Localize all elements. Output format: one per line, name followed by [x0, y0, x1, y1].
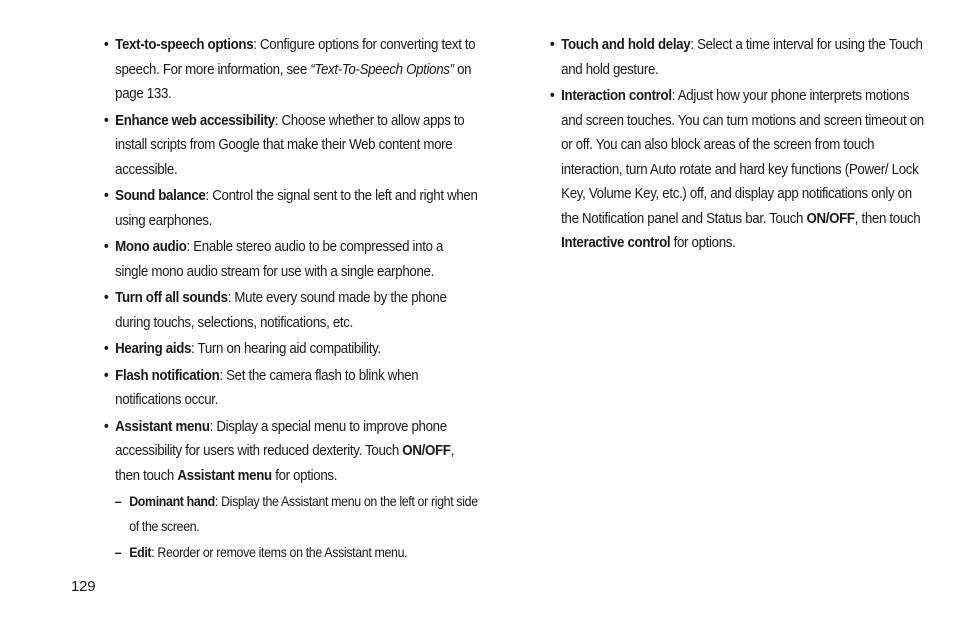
description: for options.	[271, 467, 338, 484]
description: : Display the Assistant menu on the left or right side of the screen.	[129, 494, 478, 534]
list-item-turn-off-all-sounds	[104, 286, 478, 335]
on-off-label: ON/OFF	[806, 210, 855, 227]
left-column	[104, 33, 478, 568]
list-item-hearing-aids	[104, 337, 478, 362]
list-item-sound-balance	[104, 184, 478, 233]
sub-item-edit	[104, 541, 489, 566]
term: Flash notification	[115, 367, 220, 384]
list-item-flash-notification	[104, 364, 478, 413]
dash: –	[114, 494, 122, 509]
description: : Configure options for converting text to speech. For more information, see	[115, 37, 476, 78]
term: Enhance web accessibility	[115, 112, 275, 129]
term: Assistant menu	[115, 418, 210, 435]
description: , then touch	[854, 210, 921, 227]
bullet: •	[104, 37, 109, 53]
bullet: •	[104, 341, 109, 357]
on-off-label: ON/OFF	[402, 443, 451, 459]
description: : Control the signal sent to the left and right when using earphones.	[115, 188, 478, 229]
term: Mono audio	[115, 239, 187, 255]
list-item-assistant-menu	[104, 415, 478, 489]
bullet: •	[104, 418, 109, 435]
sub-item-dominant-hand	[104, 490, 489, 539]
term: Touch and hold delay	[561, 37, 691, 53]
bullet: •	[104, 367, 109, 384]
description: on page 133.	[115, 61, 472, 102]
bullet: •	[550, 37, 555, 53]
bullet: •	[104, 188, 109, 204]
description: : Adjust how your phone interprets motions and screen touches. You can turn motions and screen timeout on or off. You can also block areas of the screen from touch interaction, turn Auto rotate and hard key functions (Power/ Lock Key, Volume Key, etc.) off, and display app notifications only on the Notification panel and Status bar. Touch	[561, 88, 924, 227]
right-column	[550, 33, 924, 258]
description: : Display a special menu to improve phone accessibility for users with reduced dexterity. Touch	[115, 418, 447, 459]
interactive-control-label: Interactive control	[561, 235, 671, 251]
bullet: •	[104, 239, 109, 255]
term: Interaction control	[561, 88, 672, 104]
page-number: 129	[71, 578, 96, 595]
description: , then touch	[115, 443, 454, 484]
term: Edit	[129, 545, 152, 560]
description: : Turn on hearing aid compatibility.	[191, 341, 381, 357]
list-item-touch-and-hold-delay	[550, 33, 924, 82]
term: Hearing aids	[115, 341, 192, 357]
description: : Reorder or remove items on the Assistant menu.	[151, 545, 408, 560]
description: : Mute every sound made by the phone during touchs, selections, notifications, etc.	[115, 290, 447, 331]
list-item-text-to-speech-options	[104, 33, 478, 107]
term: Dominant hand	[129, 494, 215, 509]
term: Text-to-speech options	[115, 37, 254, 53]
description: for options.	[670, 235, 736, 251]
list-item-interaction-control	[550, 84, 924, 256]
assistant-menu-label: Assistant menu	[177, 467, 272, 484]
list-item-enhance-web-accessibility	[104, 109, 478, 183]
dash: –	[114, 545, 122, 560]
description: : Set the camera flash to blink when notifications occur.	[115, 367, 419, 408]
description: : Select a time interval for using the Touch and hold gesture.	[561, 37, 923, 78]
cross-reference-link[interactable]: “Text-To-Speech Options”	[310, 61, 454, 78]
bullet: •	[104, 290, 109, 306]
list-item-mono-audio	[104, 235, 478, 284]
description: : Enable stereo audio to be compressed into a single mono audio stream for use with a single earphone.	[115, 239, 444, 280]
description: : Choose whether to allow apps to install scripts from Google that make their Web content more accessible.	[115, 112, 465, 178]
term: Sound balance	[115, 188, 206, 204]
term: Turn off all sounds	[115, 290, 228, 306]
bullet: •	[104, 112, 109, 129]
bullet: •	[550, 88, 555, 104]
